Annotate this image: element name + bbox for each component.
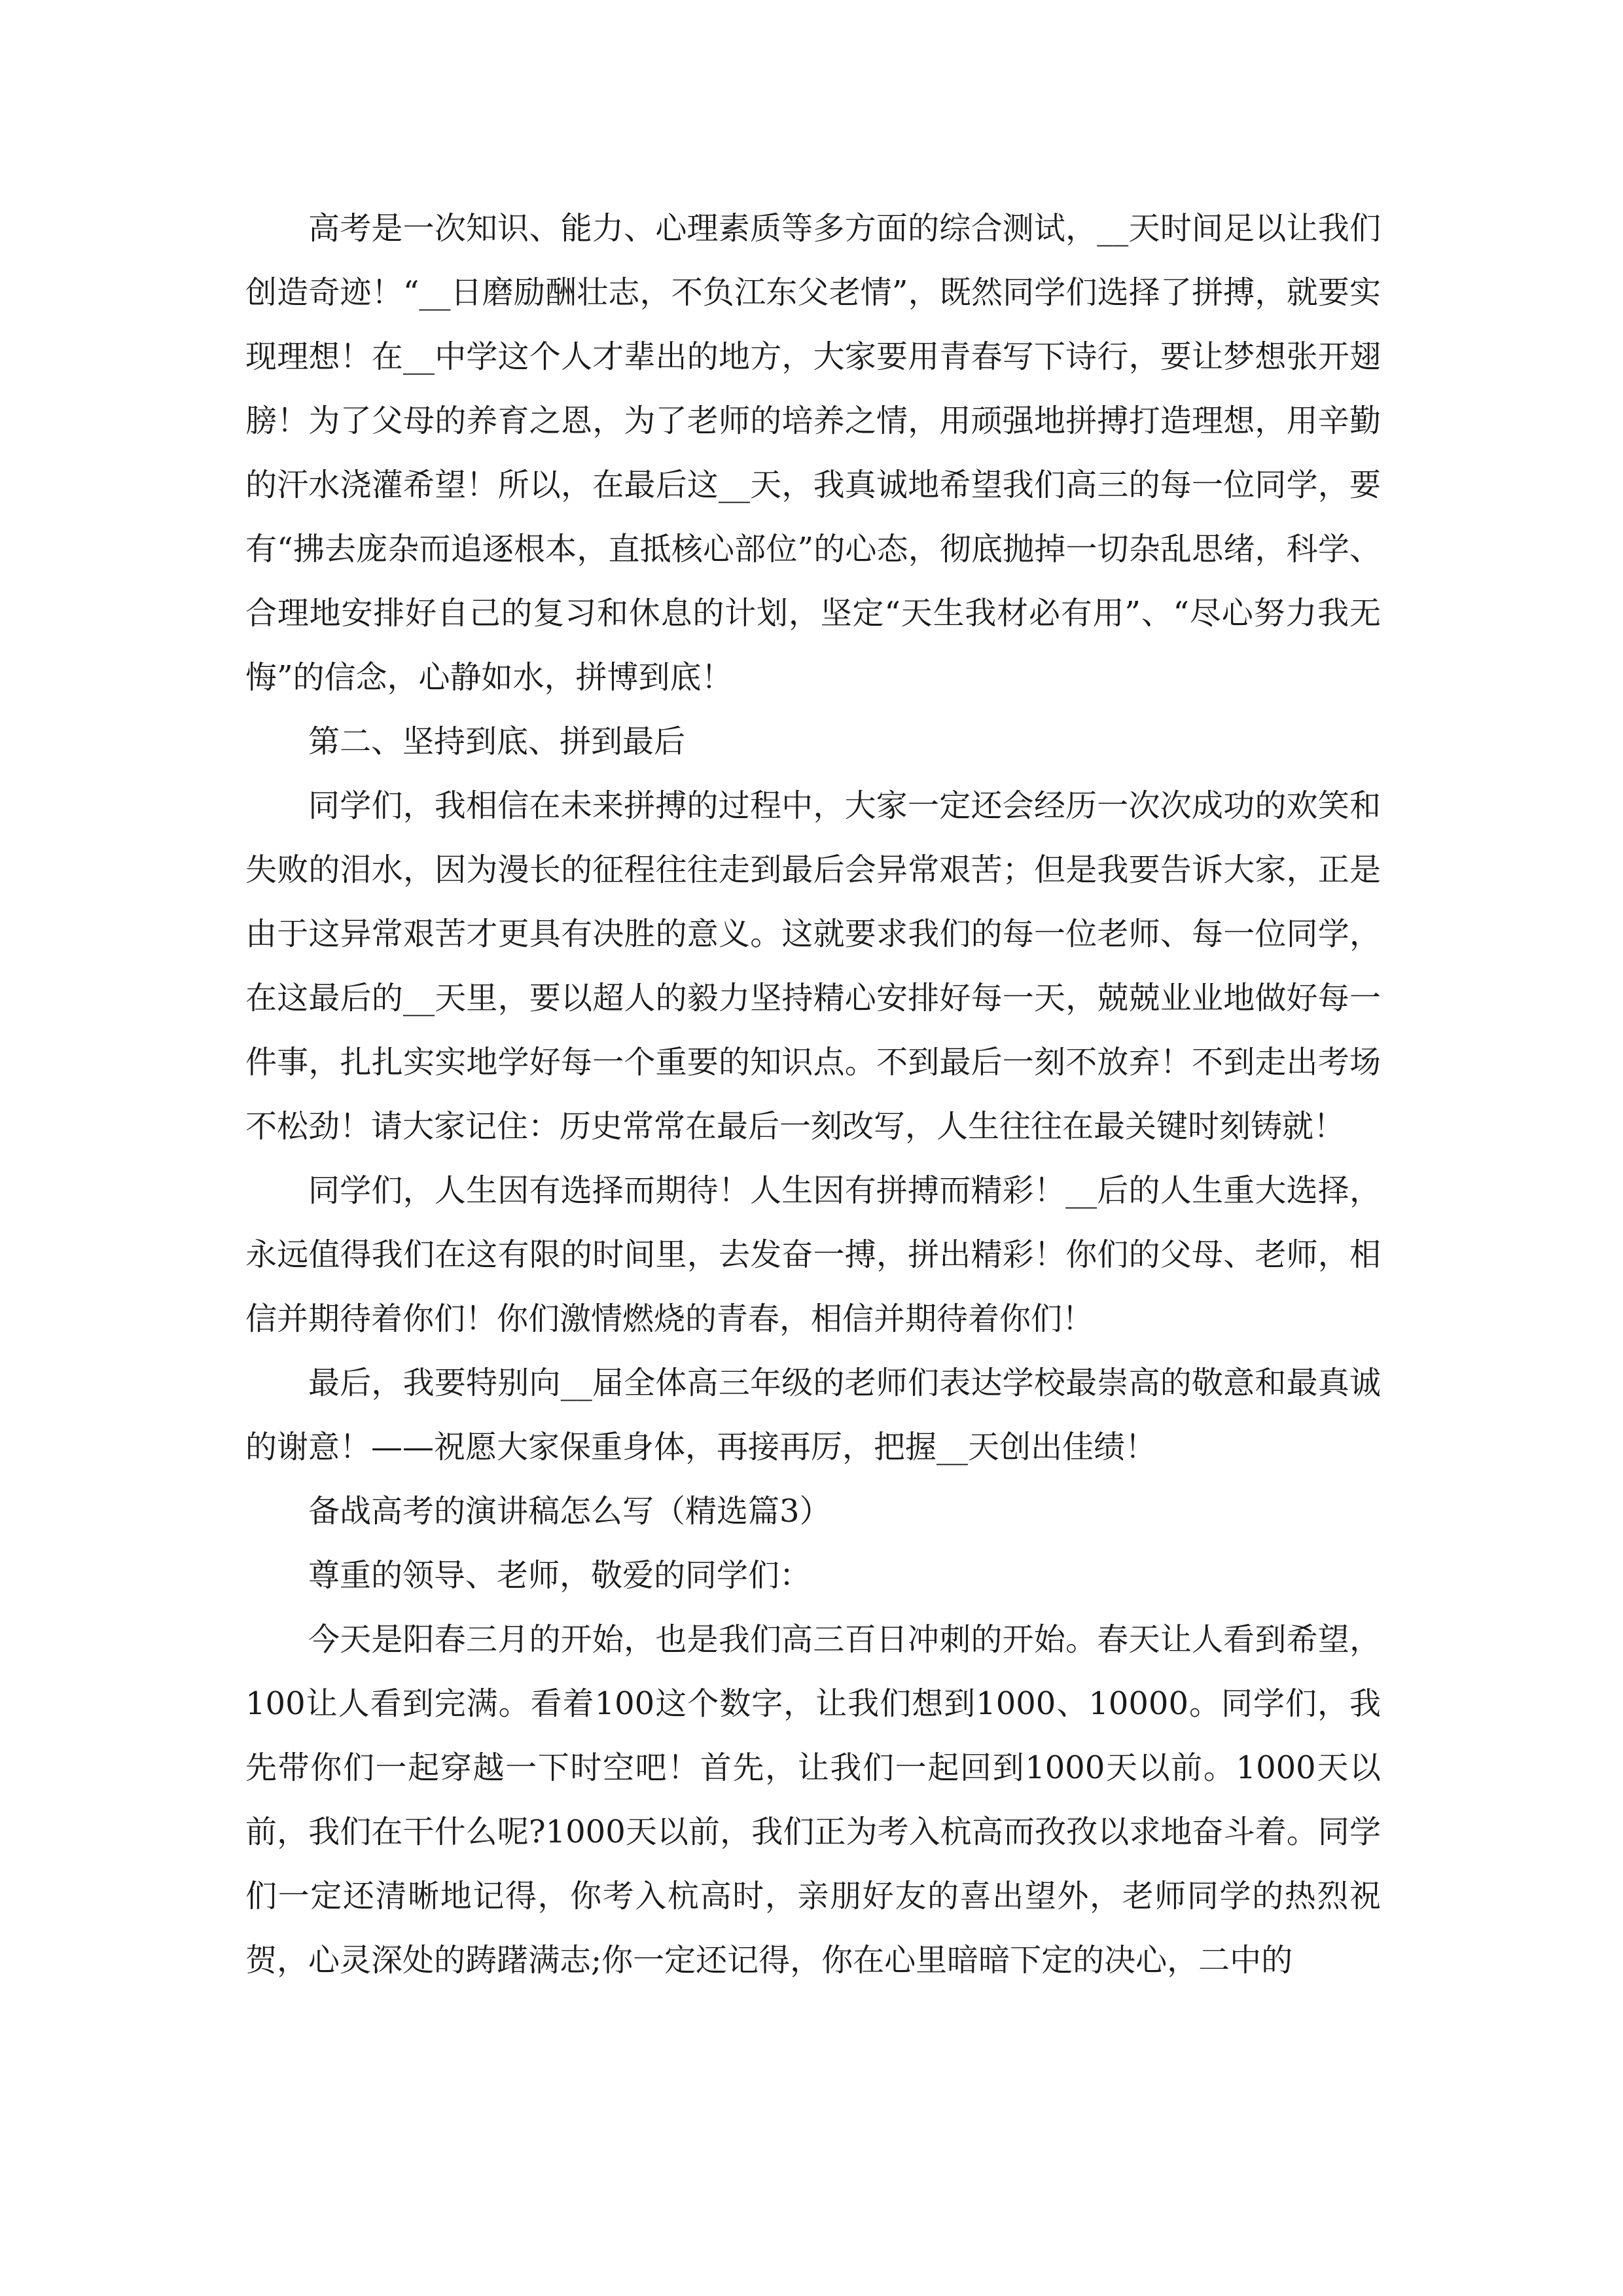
paragraph-hundred-day-sprint: 今天是阳春三月的开始，也是我们高三百日冲刺的开始。春天让人看到希望，100让人看到完满。看着100这个数字，让我们想到1000、10000。同学们，我先带你们一起穿越一下时空吧！首先，让我们一起回到1000天以前。1000天以前，我们在干什么呢?1000天以前，我们正为考入杭高而孜孜以求地奋斗着。同学们一定还清晰地记得，你考入杭高时，亲朋好友的喜出望外，老师同学的热烈祝贺，心灵深处的踌躇满志;你一定还记得，你在心里暗暗下定的决心，二中的	[245, 1621, 1381, 1979]
paragraph-choice-and-struggle: 同学们，人生因有选择而期待！人生因有拼搏而精彩！__后的人生重大选择，永远值得我们在这有限的时间里，去发奋一搏，拼出精彩！你们的父母、老师，相信并期待着你们！你们激情燃烧的青春，相信并期待着你们！	[245, 1172, 1381, 1337]
paragraph-persist-to-end: 同学们，我相信在未来拼搏的过程中，大家一定还会经历一次次成功的欢笑和失败的泪水，因为漫长的征程往往走到最后会异常艰苦；但是我要告诉大家，正是由于这异常艰苦才更具有决胜的意义。这就要求我们的每一位老师、每一位同学，在这最后的__天里，要以超人的毅力坚持精心安排好每一天，兢兢业业地做好每一件事，扎扎实实地学好每一个重要的知识点。不到最后一刻不放弃！不到走出考场不松劲！请大家记住：历史常常在最后一刻改写，人生往往在最关键时刻铸就！	[245, 787, 1381, 1145]
paragraph-exam-encouragement: 高考是一次知识、能力、心理素质等多方面的综合测试，__天时间足以让我们创造奇迹！“__日磨励酬壮志，不负江东父老情”，既然同学们选择了拼搏，就要实现理想！在__中学这个人才辈出的地方，大家要用青春写下诗行，要让梦想张开翅膀！为了父母的养育之恩，为了老师的培养之情，用顽强地拼搏打造理想，用辛勤的汗水浇灌希望！所以，在最后这__天，我真诚地希望我们高三的每一位同学，要有“拂去庞杂而追逐根本，直抵核心部位”的心态，彻底抛掉一切杂乱思绪，科学、合理地安排好自己的复习和休息的计划，坚定“天生我材必有用”、“尽心努力我无悔”的信念，心静如水，拼博到底！	[245, 210, 1381, 696]
paragraph-thanks-to-teachers: 最后，我要特别向__届全体高三年级的老师们表达学校最崇高的敬意和最真诚的谢意！——祝愿大家保重身体，再接再厉，把握__天创出佳绩！	[245, 1365, 1381, 1465]
document-body	[245, 196, 1381, 1992]
speech-title-part-3: 备战高考的演讲稿怎么写（精选篇3）	[308, 1493, 831, 1530]
speech-salutation: 尊重的领导、老师，敬爱的同学们：	[308, 1557, 812, 1594]
section-heading-persist: 第二、坚持到底、拼到最后	[308, 723, 686, 760]
